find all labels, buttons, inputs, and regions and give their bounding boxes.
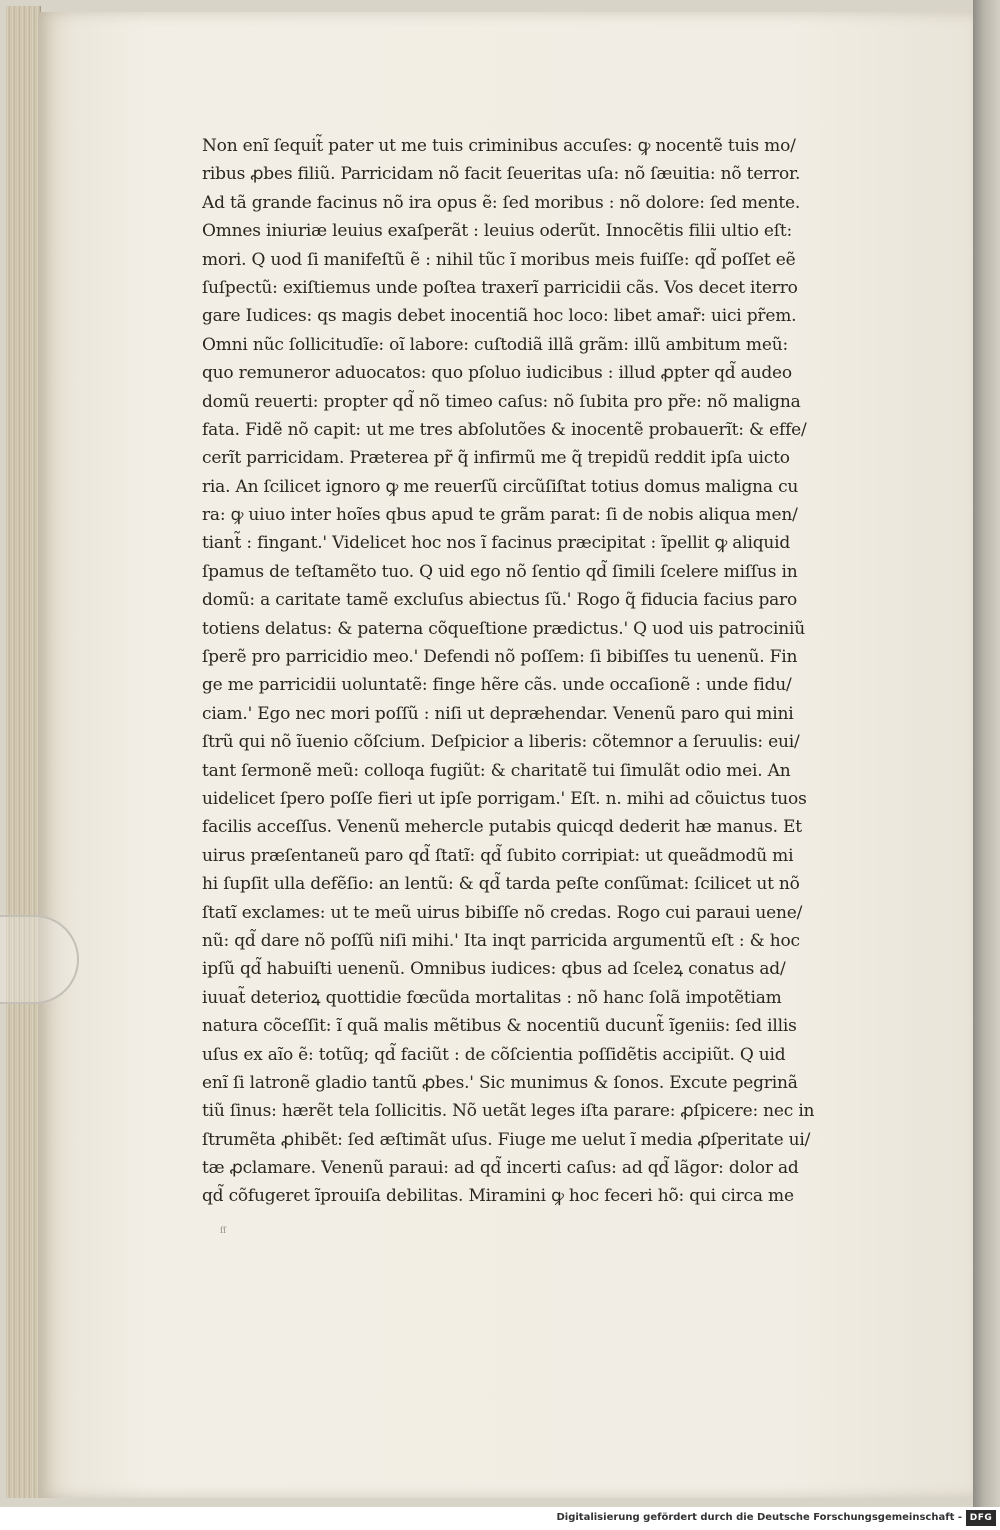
text-line: cerĩt parricidam. Præterea pr̃ q̃ infirmũ me q̃ trepidũ reddit ipſa uicto (202, 448, 790, 469)
text-line: ſtrumẽta ꝓhibẽt: ſed æſtimãt uſus. Fiuge me uelut ĩ media ꝓſperitate ui/ (202, 1129, 811, 1150)
text-line: ipſũ qd̃ habuiſti uenenũ. Omnibus iudices: qbus ad ſceleꝝ conatus ad/ (202, 959, 786, 980)
text-line: tæ ꝓclamare. Venenũ paraui: ad qd̃ incerti caſus: ad qd̃ lãgor: dolor ad (202, 1158, 799, 1179)
text-line: ſuſpectũ: exiſtiemus unde poſtea traxerĩ parricidii cãs. Vos decet iterro (202, 277, 798, 298)
funding-attribution: Digitalisierung gefördert durch die Deutsche Forschungsgemeinschaft - (556, 1512, 962, 1523)
footer-bar (0, 1507, 1000, 1530)
text-line: ſperẽ pro parricidio meo.' Defendi nõ poſſem: ſi bibiſſes tu uenenũ. Fin (202, 647, 798, 668)
text-line: Ad tã grande facinus nõ ira opus ẽ: ſed moribus : nõ dolore: ſed mente. (202, 192, 801, 213)
text-line: mori. Q uod ſi manifeſtũ ẽ : nihil tũc ĩ moribus meis fuiſſe: qd̃ poſſet eẽ (202, 249, 796, 270)
text-line: nũ: qd̃ dare nõ poſſũ niſi mihi.' Ita inqt parricida argumentũ eſt : & hoc (202, 930, 800, 951)
text-line: tiũ ſinus: hærẽt tela ſollicitis. Nõ uetãt leges iſta parare: ꝓſpicere: nec in (202, 1101, 815, 1122)
text-line: domũ reuerti: propter qd̃ nõ timeo caſus: nõ ſubita pro pr̃e: nõ maligna (202, 391, 801, 412)
text-line: uirus præſentaneũ paro qd̃ ſtatĩ: qd̃ ſubito corripiat: ut queãdmodũ mi (202, 845, 794, 866)
text-line: uidelicet ſpero poſſe fieri ut ipſe porrigam.' Eſt. n. mihi ad cõuictus tuos (202, 788, 807, 809)
text-line: natura cõceſſit: ĩ quã malis mẽtibus & nocentiũ ducunt̃ ĩgeniis: ſed illis (202, 1016, 797, 1037)
text-line: hi ſupſit ulla defẽſio: an lentũ: & qd̃ tarda peſte conſũmat: ſcilicet ut nõ (202, 874, 800, 895)
text-line: qd̃ cõfugeret ĩprouiſa debilitas. Miramini ꝙ hoc feceri hõ: qui circa me (202, 1186, 794, 1207)
text-line: Non enĩ ſequit̃ pater ut me tuis criminibus accuſes: ꝙ nocentẽ tuis mo/ (202, 136, 796, 156)
text-line: ſtrũ qui nõ ĩuenio cõſcium. Deſpicior a liberis: cõtemnor a ſeruulis: eui/ (202, 732, 800, 753)
text-line: quo remuneror aduocatos: quo pſoluo iudicibus : illud ꝓpter qd̃ audeo (202, 363, 792, 384)
page-text-block (202, 132, 887, 1211)
book-page-edges (6, 6, 41, 1498)
text-line: iuuat̃ deterioꝝ quottidie fœcũda mortalitas : nõ hanc ſolã impotẽtiam (202, 987, 782, 1008)
text-line: ria. An ſcilicet ignoro ꝙ me reuerſũ circũſiſtat totius domus maligna cu (202, 476, 799, 497)
book-gutter (973, 0, 1000, 1507)
dfg-logo: DFG (966, 1510, 996, 1526)
text-line: fata. Fidẽ nõ capit: ut me tres abſolutões & inocentẽ probauerĩt: & effe/ (202, 419, 807, 440)
text-line: gare Iudices: qs magis debet inocentiã hoc loco: libet amar̃: uici pr̃em. (202, 306, 797, 327)
text-line: Omnes iniuriæ leuius exaſperãt : leuius oderũt. Innocẽtis filii ultio eſt: (202, 221, 793, 242)
folio-mark: ſſ (220, 1226, 226, 1235)
text-line: facilis acceſſus. Venenũ mehercle putabis quicqd dederit hæ manus. Et (202, 817, 802, 838)
text-line: totiens delatus: & paterna cõqueſtione prædictus.' Q uod uis patrociniũ (202, 618, 805, 639)
text-line: Omni nũc ſollicitudĩe: oĩ labore: cuſtodiã illã grãm: illũ ambitum meũ: (202, 334, 788, 355)
text-line: ribus ꝓbes filiũ. Parricidam nõ facit ſeueritas uſa: nõ ſæuitia: nõ terror. (202, 164, 801, 185)
text-line: ra: ꝙ uiuo inter hoĩes qbus apud te grãm parat: ſi de nobis aliqua men/ (202, 505, 798, 526)
text-line: ge me parricidii uoluntatẽ: finge hẽre cãs. unde occaſionẽ : unde fidu/ (202, 675, 792, 696)
text-line: tiant̃ : fingant.' Videlicet hoc nos ĩ facinus præcipitat : ĩpellit ꝙ aliquid (202, 533, 791, 554)
text-line: tant ſermonẽ meũ: colloqa fugiũt: & charitatẽ tui ſimulãt odio mei. An (202, 760, 791, 781)
text-line: ſpamus de teſtamẽto tuo. Q uid ego nõ ſentio qd̃ ſimili ſcelere miſſus in (202, 561, 798, 582)
text-line: uſus ex aĩo ẽ: totũq; qd̃ faciũt : de cõſcientia poſſidẽtis accipiũt. Q uid (202, 1044, 786, 1065)
text-line: ciam.' Ego nec mori poſſũ : niſi ut depræhendar. Venenũ paro qui mini (202, 703, 794, 724)
text-line: ſtatĩ exclames: ut te meũ uirus bibiſſe nõ credas. Rogo cui paraui uene/ (202, 902, 803, 923)
text-line: domũ: a caritate tamẽ excluſus abiectus ſũ.' Rogo q̃ fiducia facius paro (202, 590, 798, 611)
text-line: enĩ ſi latronẽ gladio tantũ ꝓbes.' Sic munimus & ſonos. Excute pegrinã (202, 1072, 798, 1093)
